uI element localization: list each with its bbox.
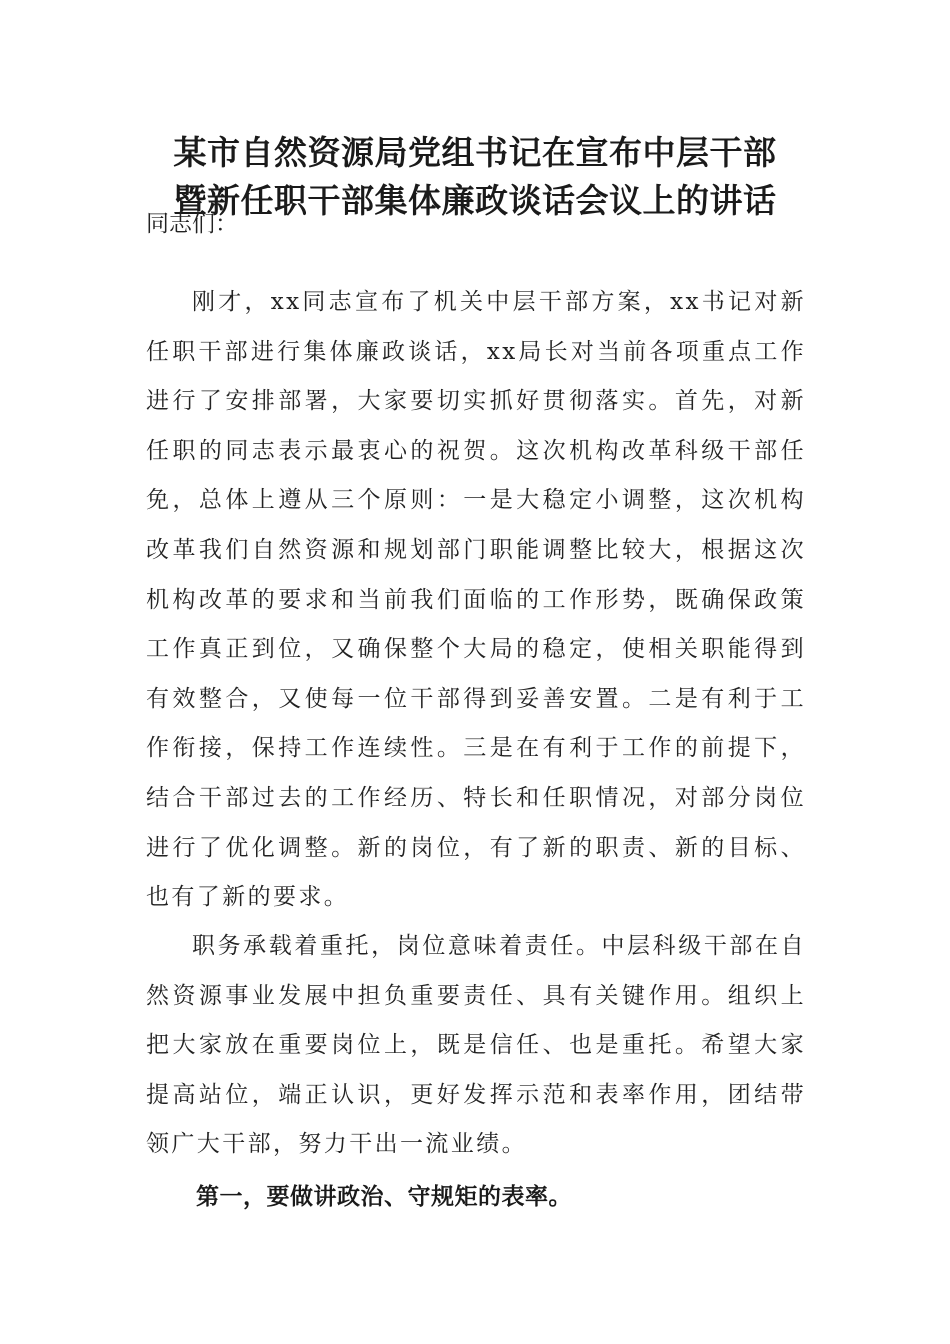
document-body: [146, 0, 806, 1344]
document-title-line-2: 暨新任职干部集体廉政谈话会议上的讲话: [173, 181, 777, 220]
body-paragraph-1: 刚才，xx同志宣布了机关中层干部方案，xx书记对新任职干部进行集体廉政谈话，xx局长对当前各项重点工作进行了安排部署，大家要切实抓好贯彻落实。首先，对新任职的同志表示最衷心的祝贺。这次机构改革科级干部任免，总体上遵从三个原则：一是大稳定小调整，这次机构改革我们自然资源和规划部门职能调整比较大，根据这次机构改革的要求和当前我们面临的工作形势，既确保政策工作真正到位，又确保整个大局的稳定，使相关职能得到有效整合，又使每一位干部得到妥善安置。二是有利于工作衔接，保持工作连续性。三是在有利于工作的前提下，结合干部过去的工作经历、特长和任职情况，对部分岗位进行了优化调整。新的岗位，有了新的职责、新的目标、也有了新的要求。: [146, 289, 806, 911]
salutation: 同志们：: [146, 211, 238, 237]
body-paragraph-2: 职务承载着重托，岗位意味着责任。中层科级干部在自然资源事业发展中担负重要责任、具有关键作用。组织上把大家放在重要岗位上，既是信任、也是重托。希望大家提高站位，端正认识，更好发挥示范和表率作用，团结带领广大干部，努力干出一流业绩。: [146, 933, 806, 1158]
document-title-line-1: 某市自然资源局党组书记在宣布中层干部: [173, 133, 777, 172]
section-heading: 第一，要做讲政治、守规矩的表率。: [196, 1184, 572, 1210]
